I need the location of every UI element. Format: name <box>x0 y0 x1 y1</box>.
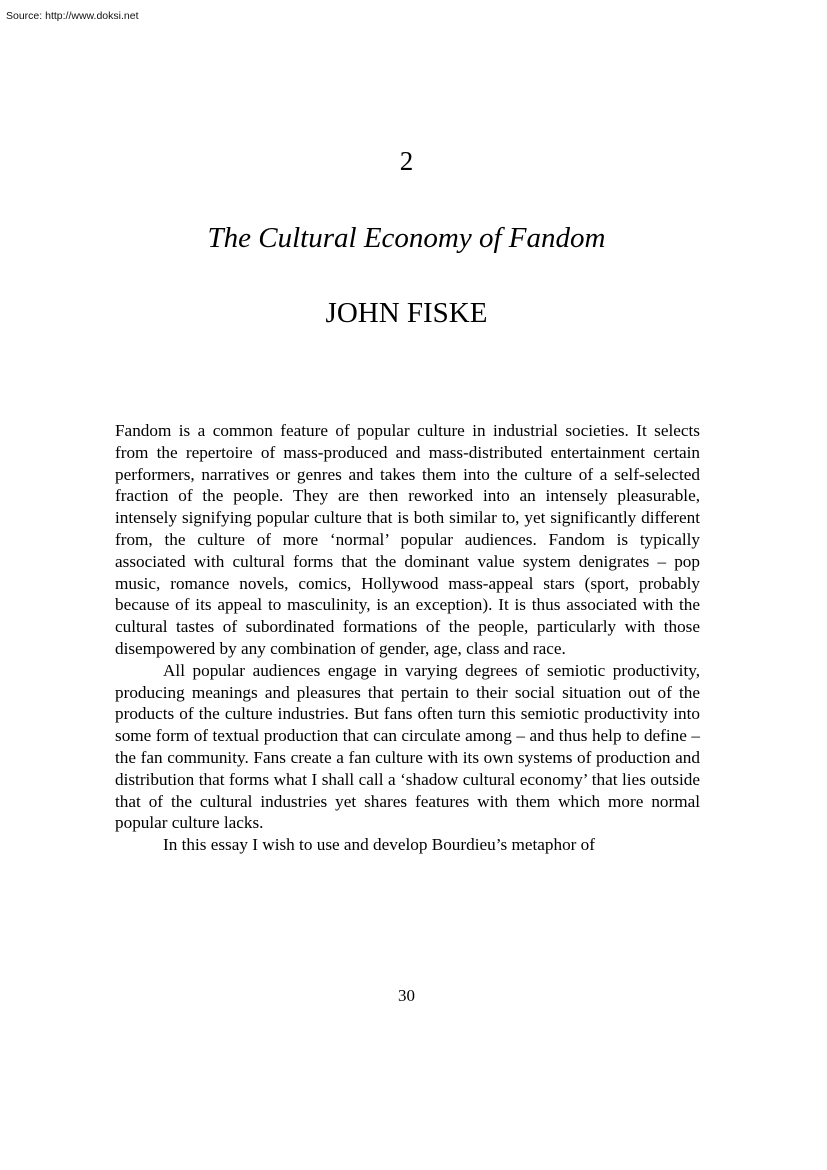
chapter-number: 2 <box>399 146 414 176</box>
body-text <box>115 420 700 856</box>
chapter-title: The Cultural Economy of Fandom <box>207 222 606 254</box>
paragraph-3: In this essay I wish to use and develop Bourdieu’s metaphor of <box>163 835 595 855</box>
author-name: JOHN FISKE <box>325 297 488 329</box>
source-label: Source: http://www.doksi.net <box>6 10 139 22</box>
page-number: 30 <box>398 986 415 1005</box>
paragraph-2: All popular audiences engage in varying degrees of semiotic productivity, producing meanings and pleasures that pertain to their social situation out of the products of the culture industries. But fans often turn this semiotic productivity into some form of textual production that can circulate among – and thus help to define – the fan community. Fans create a fan culture with its own systems of production and distribution that forms what I shall call a ‘shadow cultural economy’ that lies outside that of the cultural industries yet shares features with them which more normal popular culture lacks. <box>115 660 700 833</box>
paragraph-1: Fandom is a common feature of popular culture in industrial societies. It selects from the repertoire of mass-produced and mass-distributed entertainment certain performers, narratives or genres and takes them into the culture of a self-selected fraction of the people. They are then reworked into an intensely pleasurable, intensely signifying popular culture that is both similar to, yet significantly different from, the culture of more ‘normal’ popular audiences. Fandom is typically associated with cultural forms that the dominant value system denigrates – pop music, romance novels, comics, Hollywood mass-appeal stars (sport, probably because of its appeal to masculinity, is an exception). It is thus associated with the cultural tastes of subordinated formations of the people, particularly with those disempowered by any combination of gender, age, class and race. <box>115 421 700 658</box>
